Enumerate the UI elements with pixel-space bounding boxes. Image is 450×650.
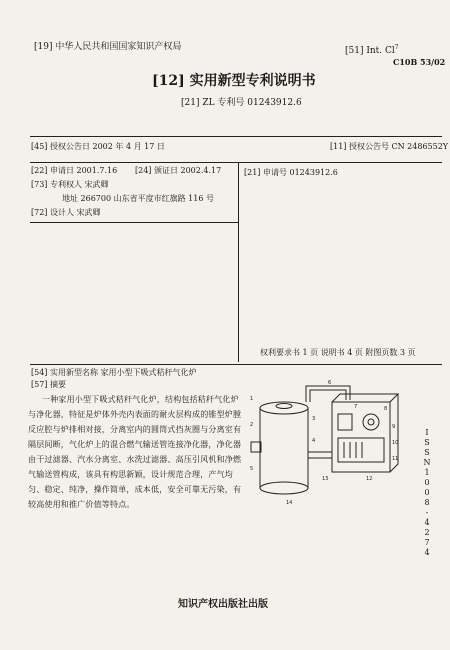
patent-figure: [246, 380, 416, 530]
int-cl-version: 7: [394, 44, 399, 51]
certificate-date: [24] 颁证日 2002.4.17: [135, 166, 222, 175]
part-label-12: 12: [366, 476, 373, 482]
utility-model-title: [54] 实用新型名称 家用小型下吸式秸秆气化炉: [31, 368, 197, 377]
gasifier-drawing: [251, 402, 318, 494]
issn-char: N: [423, 458, 431, 467]
part-label-7: 7: [354, 404, 358, 410]
int-cl: [345, 42, 399, 57]
issn-char: S: [424, 448, 430, 457]
issn-char: 2: [424, 528, 430, 537]
part-label-1: 1: [250, 396, 254, 402]
publisher: 知识产权出版社出版: [178, 599, 268, 610]
header-divider: [30, 136, 442, 137]
application-number: [21] 申请号 01243912.6: [244, 168, 338, 177]
part-label-2: 2: [250, 422, 254, 428]
patentee: [73] 专利权人 宋武卿: [31, 180, 109, 189]
issn-char: 1: [424, 468, 430, 477]
issuer-line: [19] 中华人民共和国国家知识产权局: [34, 42, 182, 52]
issn-char: -: [425, 508, 429, 517]
document-type-title: [12] 实用新型专利说明书: [152, 73, 316, 89]
abstract-divider: [30, 364, 442, 365]
bib-column-divider: [238, 162, 239, 362]
left-bib-end-rule: [30, 222, 238, 223]
issn-vertical: [421, 428, 433, 558]
bib-divider: [30, 162, 442, 163]
abstract-text: 一种家用小型下吸式秸秆气化炉，结构包括秸秆气化炉与净化器，特征是炉体外壳内表面的耐火层构成的锥型炉膛反应腔与炉排相对接，分离室内的圆筒式挡灰圈与分离室有隔层间断，气化炉上的混合燃气输送管连接净化器，净化器由干过滤器、汽水分离室、水洗过滤器、高压引风机和净燃气输送管构成，该具有构思新颖，设计规范合理，产气均匀、稳定、纯净，操作简单，成本低，安全可靠无污染，有较高使用和推广价值等特点。: [28, 395, 242, 509]
abstract-label: [57] 摘要: [31, 380, 66, 389]
issn-char: 0: [424, 478, 430, 487]
patent-number: [21] ZL 专利号 01243912.6: [181, 98, 302, 108]
issn-char: 4: [424, 518, 430, 527]
part-label-11: 11: [392, 456, 399, 462]
part-label-4: 4: [312, 438, 316, 444]
designer: [72] 设计人 宋武卿: [31, 208, 101, 217]
part-label-9: 9: [392, 424, 396, 430]
part-label-8: 8: [384, 406, 388, 412]
part-label-3: 3: [312, 416, 316, 422]
issn-char: 8: [424, 498, 430, 507]
issn-char: S: [424, 438, 430, 447]
figure-labels: [250, 380, 398, 506]
page-counts: 权利要求书 1 页 说明书 4 页 附图页数 3 页: [260, 348, 416, 357]
application-date: [22] 申请日 2001.7.16: [31, 166, 118, 175]
grant-date: [45] 授权公告日 2002 年 4 月 17 日: [31, 142, 165, 151]
part-label-6: 6: [328, 380, 332, 386]
class-code: C10B 53/02: [393, 57, 446, 67]
grant-number: [11] 授权公告号 CN 2486552Y: [330, 142, 449, 151]
part-label-5: 5: [250, 466, 254, 472]
part-label-10: 10: [392, 440, 399, 446]
patentee-address: 地址 266700 山东省平度市红旗路 116 号: [62, 194, 214, 203]
part-label-13: 13: [322, 476, 329, 482]
int-cl-label: [51] Int. Cl: [345, 46, 395, 56]
part-label-14: 14: [286, 500, 293, 506]
issn-char: 0: [424, 488, 430, 497]
issn-char: I: [425, 428, 429, 437]
issn-char: 4: [424, 548, 430, 557]
issn-char: 7: [424, 538, 430, 547]
